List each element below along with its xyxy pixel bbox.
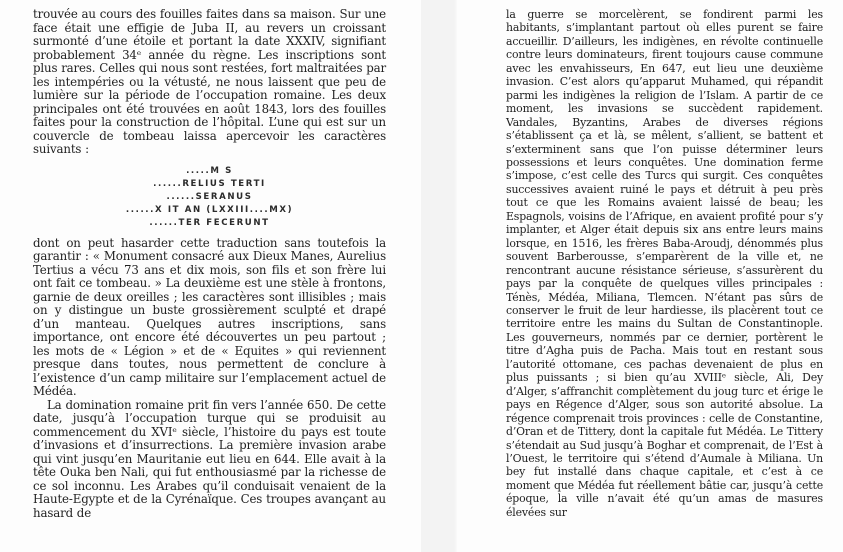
inscription-block bbox=[33, 165, 386, 230]
inscription-line: ......SERANUS bbox=[166, 191, 253, 202]
inscription-line: .....M S bbox=[186, 165, 233, 176]
left-page-paragraph-2: dont on peut hasarder cette traduction sans toutefois la garantir : « Monument consacré aux Dieux Manes, Aurelius Tertius a vécu 73 ans et dix mois, son fils et son frère lui ont fait ce tombeau. » La deuxième est une stèle à frontons, garnie de deux oreilles ; les caractères sont illisibles ; mais on y distingue un buste grossièrement sculpté et drapé d’un manteau. Quelques autres inscriptions, sans importance, ont encore été découvertes un peu partout ; les mots de « Légion » et de « Equites » qui reviennent presque dans toutes, nous permettent de conclure à l’existence d’un camp militaire sur l’emplacement actuel de Médéa. bbox=[33, 235, 386, 398]
left-page-text-column bbox=[33, 8, 386, 520]
inscription-line: ......X IT AN (LXXIII....MX) bbox=[125, 204, 294, 215]
left-page-paragraph-3: La domination romaine prit fin vers l’année 650. De cette date, jusqu’à l’occupation turque qui se produisit au commencement du XVIᵉ siècle, l’histoire du pays est toute d’invasions et d’insurrections. La première invasion arabe qui vint jusqu’en Mauritanie eut lieu en 644. Elle avait à la tête Ouka ben Nali, qui fut enthousiasmé par la richesse de ce sol inconnu. Les Arabes qu’il conduisait venaient de la Haute-Egypte et de la Cyrénaïque. Ces troupes avançant au hasard de bbox=[33, 397, 386, 520]
inscription-line: ......TER FECERUNT bbox=[149, 217, 270, 228]
page-gutter bbox=[421, 0, 457, 552]
inscription-line: ......RELIUS TERTI bbox=[153, 178, 266, 189]
right-page-paragraph-1: la guerre se morcelèrent, se fondirent parmi les habitants, s’implantant partout où elles purent se faire accueillir. D’ailleurs, les indigènes, en révolte continuelle contre leurs dominateurs, firent toujours cause commune avec les envahisseurs, En 647, eut lieu une deuxième invasion. C’est alors qu’apparut Muhamed, qui répandit parmi les indigènes la religion de l’Islam. A partir de ce moment, les invasions se succèdent rapidement. Vandales, Byzantins, Arabes de diverses régions s’établissent ça et là, se mêlent, s’allient, se battent et s’exterminent sans que l’on puisse déterminer leurs possessions et leurs conquêtes. Une domination ferme s’impose, c’est celle des Turcs qui surgit. Ces conquêtes successives avaient ruiné le pays et détruit à peu près tout ce que les Romains avaient laissé de beau; les Espagnols, voisins de l’Afrique, en avaient profité pour s’y implanter, et Alger était depuis six ans entre leurs mains lorsque, en 1516, les frères Baba-Aroudj, dénommés plus souvent Barberousse, s’emparèrent de la ville et, ne rencontrant aucune résistance sérieuse, s’assurèrent du pays par la conquête de quelques villes principales : Ténès, Médéa, Miliana, Tlemcen. N’étant pas sûrs de conserver le fruit de leur hardiesse, ils placèrent tout ce territoire entre les mains du Sultan de Constantinople. Les gouverneurs, nommés par ce dernier, portèrent le titre d’Agha puis de Pacha. Mais tout en restant sous l’autorité ottomane, ces pachas devenaient de plus en plus puissants ; si bien qu’au XVIIIᵉ siècle, Ali, Dey d’Alger, s’affranchit complètement du joug turc et érige le pays en Régence d’Alger, sous son autorité absolue. La régence comprenait trois provinces : celle de Constantine, d’Oran et de Tittery, dont la capitale fut Médéa. Le Tittery s’étendait au Sud jusqu’à Boghar et comprenait, de l’Est à l’Ouest, le territoire qui s’étend d’Aumale à Miliana. Un bey fut installé dans chaque capitale, et c’est à ce moment que Médéa fut réellement bâtie car, jusqu’à cette époque, la ville n’avait été qu’un amas de masures élevées sur bbox=[506, 8, 823, 519]
right-page-text-column bbox=[506, 8, 823, 519]
left-page-paragraph-1: trouvée au cours des fouilles faites dans sa maison. Sur une face était une effigie de Juba II, au revers un croissant surmonté d’une étoile et portant la date XXXIV, signifiant probablement 34ᵉ année du règne. Les inscriptions sont plus rares. Celles qui nous sont restées, fort maltraitées par les intempéries ou la vétusté, ne nous laissent que peu de lumière sur la période de l’occupation romaine. Les deux principales ont été trouvées en août 1843, lors des fouilles faites pour la construction de l’hôpital. L’une qui est sur un couvercle de tombeau laissa apercevoir les caractères suivants : bbox=[33, 7, 386, 156]
